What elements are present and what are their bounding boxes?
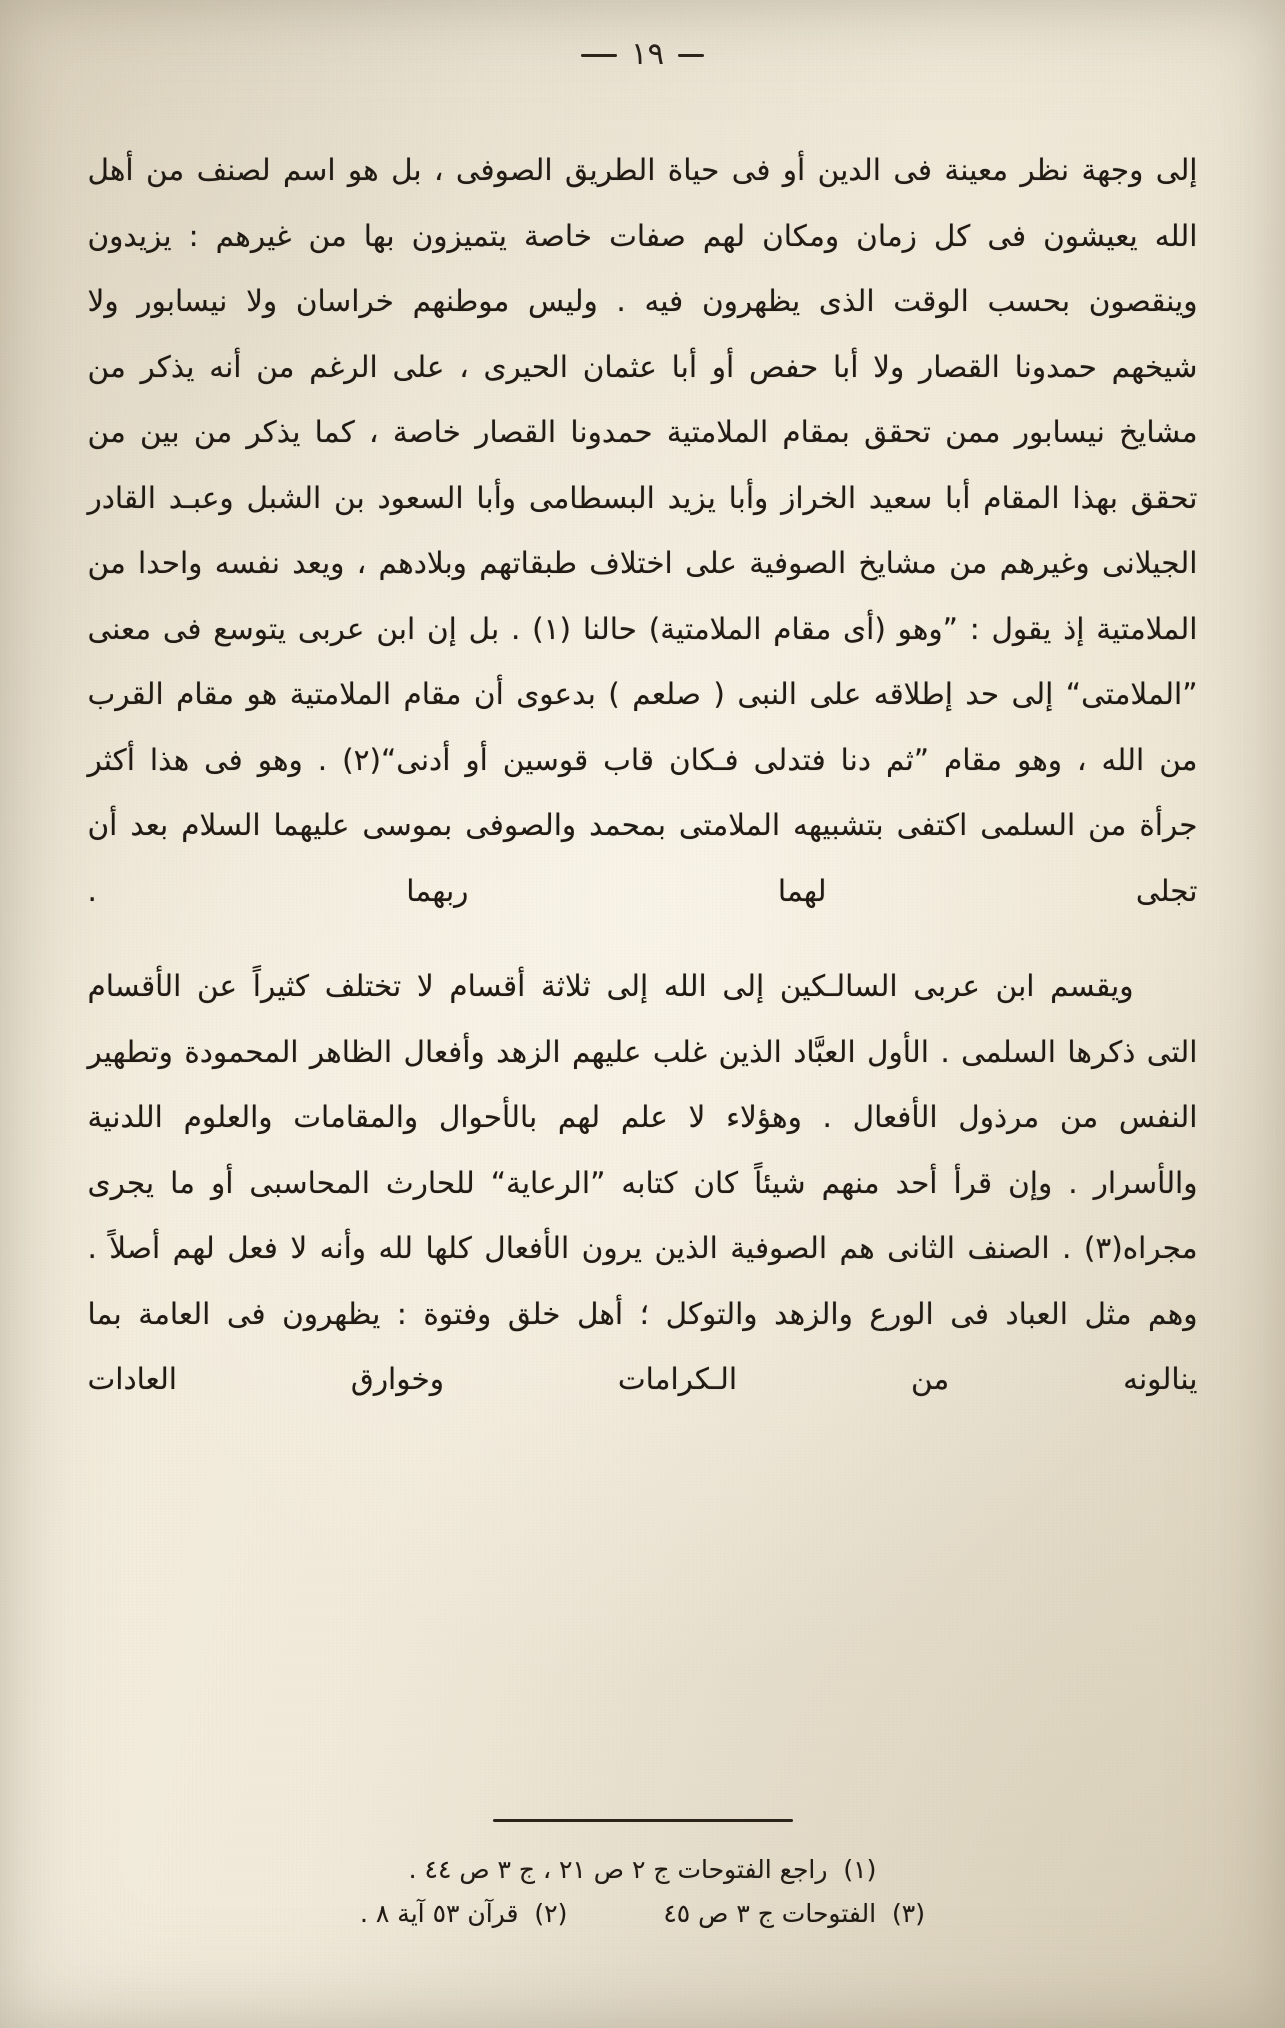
text-line: خاصة ، كما يذكر من بين من تحقق بهذا المقام أبا سعيد الخراز وأبا يزيد البسطامى xyxy=(87,415,1198,515)
footnote-item xyxy=(360,1892,567,1936)
text-line: ولا نيسابور ولا شيخهم حمدونا القصار ولا أبا حفص أو أبا عثمان الحيرى ، على xyxy=(87,284,1198,384)
footnote-marker: (١) xyxy=(843,1855,877,1884)
text-line: أكثر جرأة من السلمى اكتفى بتشبيهه الملامتى بمحمد والصوفى بموسى xyxy=(87,742,1198,842)
page-header xyxy=(0,0,1285,92)
footnote-separator-rule xyxy=(493,1819,793,1822)
footnote-item xyxy=(663,1892,925,1936)
text-line: وأبا السعود بن الشبل وعبـد القادر الجيلانى وغيرهم من مشايخ الصوفية على xyxy=(87,480,1198,580)
text-line: إلى حد إطلاقه على النبى ( صلعم ) بدعوى أن مقام الملامتية هو مقام القرب من xyxy=(87,677,1198,777)
footnote-marker: (٢) xyxy=(534,1899,568,1928)
text-line: الظاهر المحمودة وتطهير النفس من مرذول الأفعال . وهؤلاء لا علم لهم بالأحوال xyxy=(87,1034,1198,1134)
body-text xyxy=(88,92,1198,1413)
text-line: يزيدون وينقصون بحسب الوقت الذى يظهرون فيه . وليس موطنهم خراسان xyxy=(87,218,1198,318)
folio-rule-right-icon xyxy=(678,54,704,57)
footnote-text: راجع الفتوحات ج ٢ ص ٢١ ، ج ٣ ص ٤٤ . xyxy=(408,1855,828,1884)
page-number: ١٩ xyxy=(630,36,665,72)
text-line: عليهما السلام بعد أن تجلى لهما ربهما . xyxy=(87,808,1198,908)
text-line: للحارث المحاسبى أو ما يجرى مجراه(٣) . الصنف الثانى هم الصوفية الذين يرون xyxy=(87,1165,1198,1265)
text-line: الأفعال كلها لله وأنه لا فعل لهم أصلاً . وهم مثل العباد فى الورع والزهد والتوكل ؛ xyxy=(87,1231,1198,1331)
text-line: الرغم من أنه يذكر من مشايخ نيسابور ممن تحقق بمقام الملامتية حمدونا القصار xyxy=(87,349,1198,449)
footnote-text: قرآن ٥٣ آية ٨ . xyxy=(360,1899,519,1928)
paragraph-2 xyxy=(88,954,1198,1413)
text-line: الله ، وهو مقام ”ثم دنا فتدلى فـكان قاب قوسين أو أدنى“(٢) . وهو فى هذا xyxy=(149,742,1145,777)
text-line: أهل خلق وفتوة : يظهرون فى العامة بما ينالونه من الـكرامات وخوارق العادات xyxy=(87,1296,1198,1396)
footnote-area xyxy=(0,1819,1285,1936)
paragraph-1 xyxy=(88,138,1198,924)
footnote-list xyxy=(133,1848,1153,1936)
text-line: ويقسم ابن عربى السالـكين إلى الله إلى ثلاثة أقسام لا تختلف كثيراً عن xyxy=(197,969,1134,1003)
footnote-item xyxy=(409,1848,877,1892)
folio xyxy=(581,36,704,72)
text-line: إلى وجهة نظر معينة فى الدين أو فى حياة الطريق الصوفى ، بل هو اسم لصنف xyxy=(196,153,1198,187)
text-line: (أى مقام الملامتية) حالنا (١) . بل إن ابن عربى يتوسع فى معنى ”الملامتى“ xyxy=(87,611,1198,711)
text-line: اختلاف طبقاتهم وبلادهم ، ويعد نفسه واحدا من الملامتية إذ يقول : ”وهو xyxy=(87,546,1198,646)
text-line: من أهل الله يعيشون فى كل زمان ومكان لهم صفات خاصة يتميزون بها من غيرهم : xyxy=(87,153,1198,253)
folio-rule-left-icon xyxy=(581,54,617,57)
footnote-marker: (٣) xyxy=(892,1899,925,1928)
footnote-text: الفتوحات ج ٣ ص ٤٥ xyxy=(663,1899,877,1928)
text-line: الأقسام التى ذكرها السلمى . الأول العبَّاد الذين غلب عليهم الزهد وأفعال xyxy=(87,969,1198,1069)
footnote-row xyxy=(133,1848,1153,1892)
text-line: والمقامات والعلوم اللدنية والأسرار . وإن قرأ أحد منهم شيئاً كان كتابه ”الرعاية“ xyxy=(87,1100,1198,1200)
footnote-row xyxy=(133,1892,1153,1936)
